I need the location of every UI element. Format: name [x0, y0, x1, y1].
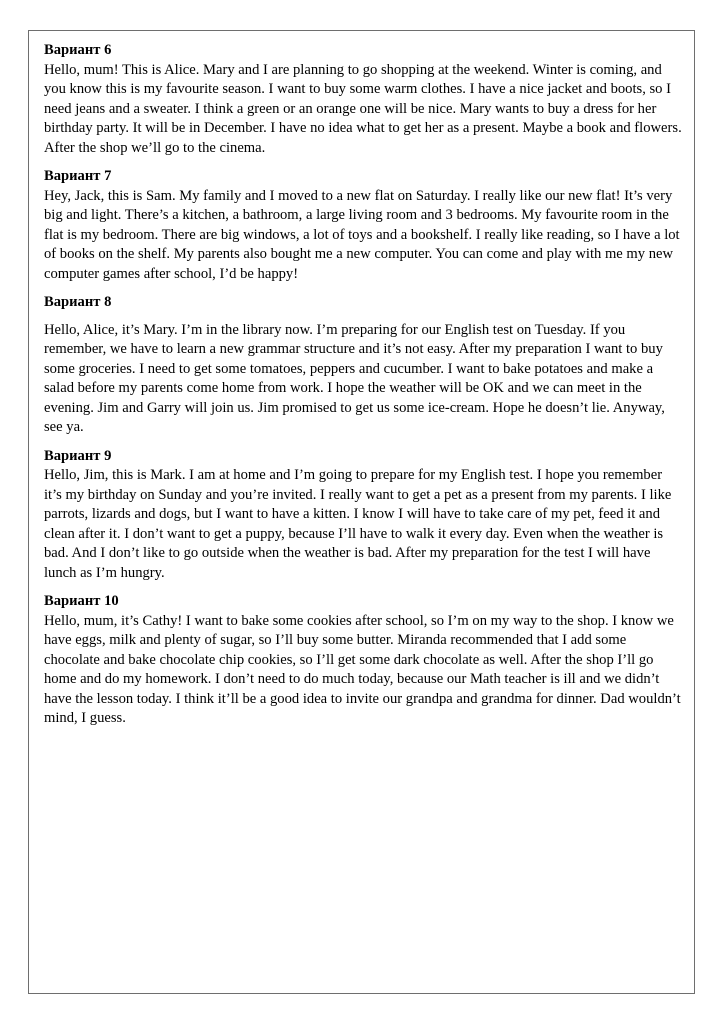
- variant-text: Hey, Jack, this is Sam. My family and I moved to a new flat on Saturday. I really like our new flat! It’s very big and light. There’s a kitchen, a bathroom, a large living room and 3 bedrooms. My favourite room in the flat is my bedroom. There are big windows, a lot of toys and a bookshelf. I really like reading, so I have a lot of books on the shelf. My parents also bought me a new computer. You can come and play with me my new computer games after school, I’d be happy!: [44, 187, 680, 282]
- variant-title: Вариант 7: [44, 168, 112, 184]
- variant-8: [44, 293, 682, 438]
- variant-title: Вариант 9: [44, 447, 112, 464]
- variant-text: Hello, Jim, this is Mark. I am at home and I’m going to prepare for my English test. I hope you remember it’s my birthday on Sunday and you’re invited. I really want to get a pet as a present from my parents. I like parrots, lizards and dogs, but I want to have a kitten. I know I will have to take care of my pet, feed it and clean after it. I don’t want to get a puppy, because I’ll have to walk it every day. Even when the weather is bad. And I don’t like to go outside when the weather is bad. After my preparation for the test I will have lunch as I’m hungry.: [44, 467, 672, 581]
- variant-text: Hello, mum! This is Alice. Mary and I are planning to go shopping at the weekend. Winter is coming, and you know this is my favourite season. I want to buy some warm clothes. I have a nice jacket and boots, so I need jeans and a sweater. I think a green or an orange one will be nice. Mary wants to buy a dress for her birthday party. It will be in December. I have no idea what to get her as a present. Maybe a book and flowers. After the shop we’ll go to the cinema.: [44, 61, 682, 156]
- variant-title: Вариант 10: [44, 593, 119, 609]
- document-body: [44, 41, 682, 738]
- variant-6: [44, 41, 682, 158]
- variant-10: [44, 592, 682, 729]
- variant-text: Hello, mum, it’s Cathy! I want to bake some cookies after school, so I’m on my way to the shop. I know we have eggs, milk and plenty of sugar, so I’ll buy some butter. Miranda recommended that I add some chocolate and bake chocolate chip cookies, so I’ll get some dark chocolate as well. After the shop I’ll go home and do my homework. I don’t need to do much today, because our Math teacher is ill and we didn’t have the lesson today. I think it’ll be a good idea to invite our grandpa and grandma for dinner. Dad wouldn’t mind, I guess.: [44, 612, 681, 726]
- variant-text: Hello, Alice, it’s Mary. I’m in the library now. I’m preparing for our English test on Tuesday. If you remember, we have to learn a new grammar structure and it’s not easy. After my preparation I want to buy some groceries. I need to get some tomatoes, peppers and cucumber. I want to bake potatoes and make a salad before my parents come home from work. I hope the weather will be OK and we can meet in the evening. Jim and Garry will join us. Jim promised to get us some ice-cream. Hope he doesn’t lie. Anyway, see ya.: [44, 321, 665, 435]
- variant-title: Вариант 6: [44, 42, 112, 58]
- variant-title: Вариант 8: [44, 294, 112, 310]
- variant-7: [44, 167, 682, 284]
- variant-9: [44, 447, 682, 584]
